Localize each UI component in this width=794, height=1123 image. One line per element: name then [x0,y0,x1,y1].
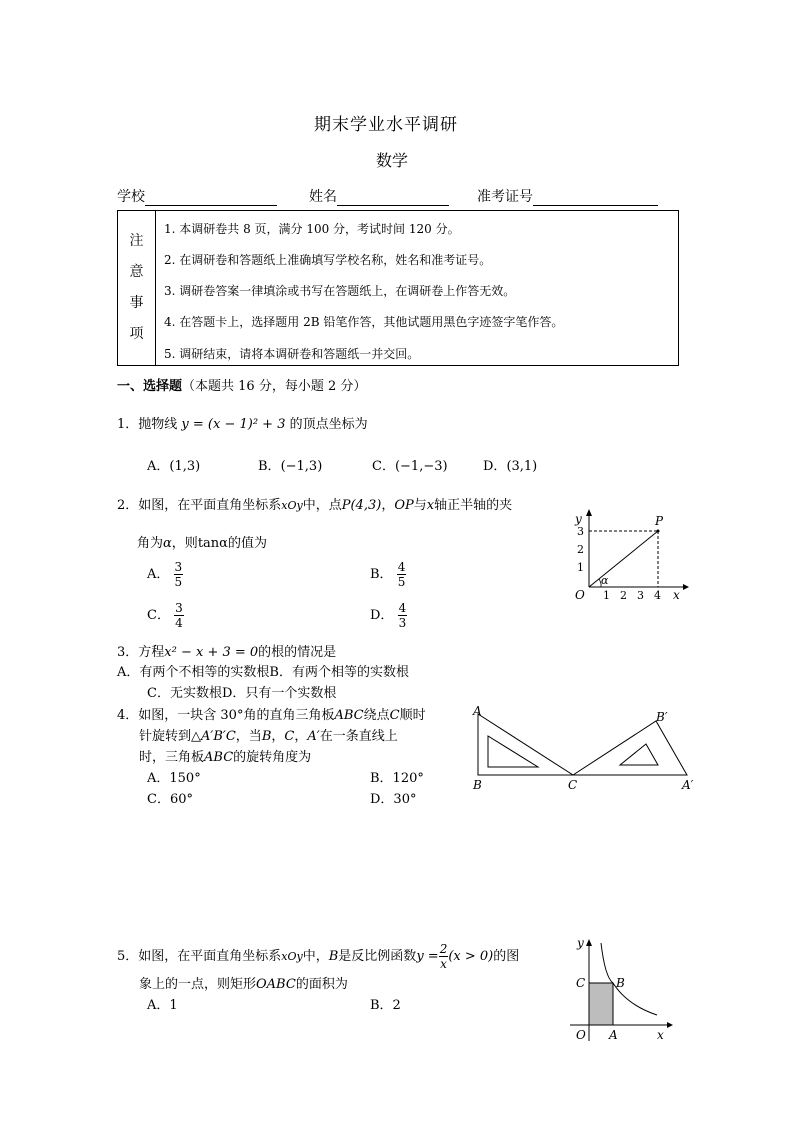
x-axis-label: x [673,588,680,602]
q4-stem: ，当 [235,729,262,744]
q2-option-b[interactable] [370,560,406,589]
q1-option-value: (1,3) [169,459,201,474]
q1-option-label: C． [372,459,395,474]
denominator: x [440,957,447,971]
q2-stem: 轴正半轴的夹 [434,498,513,513]
point-p-dot [657,530,660,533]
vertex-b-label: B [473,778,482,792]
q5-stem: 5．如图，在平面直角坐标系 [117,949,282,964]
q2-stem: 中，点 [302,498,342,513]
exam-id-label: 准考证号 [477,189,533,205]
question-2 [117,494,512,513]
q4-abc-prime: A′B′C [201,729,236,744]
name-blank[interactable] [337,191,449,206]
vertex-a-label: A [473,704,482,718]
numerator: 4 [398,601,407,615]
q4-stem: ， [271,729,285,744]
point-p-label: P [655,514,664,528]
q4-a-prime: A′ [307,729,320,744]
segment-op [589,531,658,587]
numerator: 3 [175,601,183,615]
rectangle-oabc [589,983,613,1025]
triangle-abc-inner [488,736,538,767]
numerator: 4 [397,560,406,574]
point-b-label: B [616,976,625,990]
q4-triangle-figure [468,703,700,795]
notice-box [117,210,679,366]
q5-stem: 的图 [493,949,520,964]
q5-b: B [328,949,339,964]
q1-option-label: D． [483,459,507,474]
q4-option-a[interactable]: A．150° [147,771,201,786]
q4-stem: 4．如图，一块含 30°角的直角三角板 [117,708,335,723]
exam-id-field[interactable] [477,186,658,206]
q2-point: P(4,3) [341,498,382,513]
x-axis-label: x [657,1028,664,1042]
q2-stem: 角为 [137,536,164,551]
numerator: 3 [174,560,183,574]
q3-option-c[interactable]: C．无实数根 [147,686,222,701]
q5-stem: 象上的一点，则矩形 [139,977,257,992]
q5-option-a[interactable]: A．1 [147,998,178,1013]
school-blank[interactable] [145,191,277,206]
q2-xoy: xOy [281,499,303,512]
subject-title: 数学 [376,151,409,170]
y-axis-label: y [575,512,582,526]
notice-item: 3. 调研卷答案一律填涂或书写在答题纸上，在调研卷上作答无效。 [164,284,516,298]
q2-stem: 的值为 [227,536,267,551]
q5-stem: 中， [302,949,329,964]
denominator: 5 [397,575,406,589]
exam-id-blank[interactable] [533,191,658,206]
q2-stem: 2．如图，在平面直角坐标系 [117,498,282,513]
vertex-a-prime-label: A′ [682,778,694,792]
q3-option-d[interactable]: D．只有一个实数根 [221,686,337,701]
q5-option-b[interactable]: B．2 [370,998,401,1013]
q3-options-row1 [117,661,409,680]
q5-function-lhs: y = [416,949,439,964]
q4-b: B [261,729,272,744]
name-label: 姓名 [309,189,337,205]
origin-label: O [576,1028,586,1042]
q2-option-a[interactable] [147,560,183,589]
section-title: 一、选择题 [117,379,183,394]
q4-stem: 在一条直线上 [319,729,398,744]
q4-stem: 针旋转到△ [139,729,201,744]
triangle-abc [478,714,573,775]
x-axis-arrow [683,584,689,590]
notice-char: 项 [129,326,144,342]
y-tick: 2 [577,543,584,556]
q5-xoy: xOy [281,950,303,963]
q1-option-value: (−1,3) [280,459,323,474]
notice-item: 4. 在答题卡上，选择题用 2B 铅笔作答，其他试题用黑色字迹签字笔作答。 [164,315,564,329]
q5-stem: 的面积为 [295,977,348,992]
q1-option-b[interactable] [258,455,322,474]
q1-formula: y = (x − 1)² + 3 [181,417,286,432]
x-tick: 1 [603,589,610,602]
fraction [398,601,408,630]
notice-label [118,211,156,365]
question-4-line2 [139,725,398,744]
point-a-label: A [609,1028,618,1042]
q2-option-label: C． [147,608,170,623]
q2-alpha: α [163,536,172,551]
q4-stem: 时，三角板 [139,750,205,765]
q2-option-label: D． [370,608,394,623]
denominator: 3 [398,616,407,630]
q1-option-c[interactable] [372,455,448,474]
q4-abc: ABC [334,708,364,723]
q2-option-label: B． [370,567,393,582]
q4-stem: 绕点 [363,708,390,723]
question-4-line3 [139,746,311,765]
denominator: 4 [175,616,183,630]
x-tick: 4 [654,589,661,602]
notice-item: 1. 本调研卷共 8 页，满分 100 分，考试时间 120 分。 [164,222,460,236]
triangle-rotated-inner [620,744,658,765]
q2-stem: ， [381,498,395,513]
q5-oabc: OABC [256,977,296,992]
y-tick: 1 [577,561,584,574]
fraction [439,942,449,971]
q3-stem: 的根的情况是 [258,645,337,660]
q4-stem: ， [294,729,308,744]
x-tick: 3 [637,589,644,602]
q1-option-value: (−1,−3) [394,459,448,474]
notice-item: 5. 调研结束，请将本调研卷和答题纸一并交回。 [164,347,420,361]
origin-label: O [575,588,585,602]
q2-option-d[interactable] [370,601,407,630]
q1-stem: 1．抛物线 [117,417,178,432]
notice-char: 事 [129,295,144,311]
y-tick: 3 [577,525,584,538]
point-c-label: C [576,976,586,990]
question-2-line2 [137,532,267,551]
q2-tan: tanα [197,536,228,551]
q5-function-condition: (x > 0) [448,949,494,964]
q3-stem: 3．方程 [117,645,165,660]
name-field[interactable] [309,186,449,206]
q4-option-d[interactable]: D．30° [370,792,417,807]
q4-c: C [389,708,400,723]
q5-stem: 是反比例函数 [338,949,417,964]
q4-abc: ABC [204,750,234,765]
school-label: 学校 [117,189,145,205]
q3-formula: x² − x + 3 = 0 [164,645,259,660]
notice-char: 注 [129,233,144,249]
triangle-abc-rotated [573,721,687,775]
x-axis-arrow [667,1022,673,1028]
q4-option-c[interactable]: C．60° [147,792,193,807]
q4-stem: 的旋转角度为 [233,750,312,765]
q1-option-label: A． [147,459,170,474]
fraction [397,560,407,589]
q2-stem: 与 [413,498,427,513]
q1-option-d[interactable] [483,455,537,474]
y-axis-arrow [586,939,592,946]
fraction [174,560,184,589]
numerator: 2 [439,942,448,956]
school-field[interactable] [117,186,277,206]
q1-stem-tail: 的顶点坐标为 [289,417,368,432]
q2-stem: ，则 [171,536,198,551]
exam-title: 期末学业水平调研 [314,115,458,135]
q2-option-c[interactable] [147,601,184,630]
q4-c: C [284,729,295,744]
q4-option-b[interactable]: B．120° [370,771,424,786]
alpha-label: α [601,574,609,587]
question-3 [117,641,336,660]
x-tick: 2 [620,589,627,602]
q4-stem: 顺时 [399,708,426,723]
question-5-line2 [139,973,348,992]
q1-option-a[interactable] [147,455,200,474]
question-5 [117,942,519,971]
q3-option-a[interactable]: A．有两个不相等的实数根 [117,665,270,680]
y-axis-label: y [577,936,584,950]
q3-options-row2 [147,682,336,701]
q2-op: OP [394,498,414,513]
q2-x: x [426,498,435,513]
section-note: （本题共 16 分，每小题 2 分） [182,379,367,394]
q5-hyperbola-figure [565,935,675,1045]
question-1 [117,413,368,432]
notice-char: 意 [129,264,144,280]
question-4 [117,704,426,723]
q3-option-b[interactable]: B．有两个相等的实数根 [269,665,409,680]
section-heading [117,375,366,394]
vertex-b-prime-label: B′ [656,710,668,724]
vertex-c-label: C [568,778,578,792]
q1-option-value: (3,1) [506,459,538,474]
notice-item: 2. 在调研卷和答题纸上准确填写学校名称，姓名和准考证号。 [164,253,492,267]
q2-option-label: A． [147,567,170,582]
y-axis-arrow [586,509,592,516]
q2-coordinate-figure [565,507,690,605]
q1-option-label: B． [258,459,281,474]
fraction [174,601,184,630]
denominator: 5 [174,575,183,589]
